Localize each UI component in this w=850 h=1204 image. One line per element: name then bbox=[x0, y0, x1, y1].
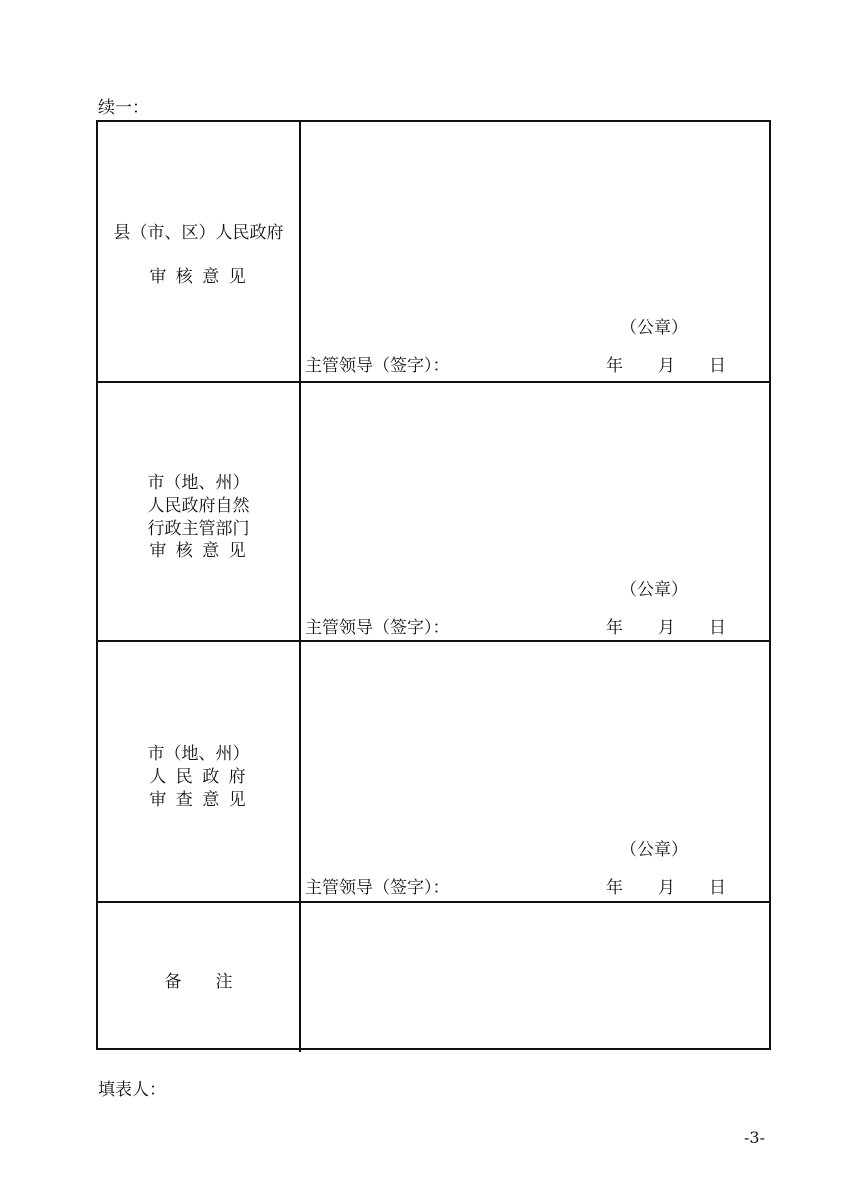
continuation-note: 续一： bbox=[98, 98, 149, 118]
date-month-label: 月 bbox=[658, 356, 675, 376]
opinion-content-area[interactable] bbox=[301, 383, 769, 640]
review-form-table bbox=[96, 120, 771, 1050]
leader-signature-label: 主管领导（签字）： bbox=[305, 618, 450, 638]
official-seal-label: （公章） bbox=[620, 840, 688, 860]
official-seal-label: （公章） bbox=[620, 318, 688, 338]
official-seal-label: （公章） bbox=[620, 580, 688, 600]
date-day-label: 日 bbox=[709, 356, 726, 376]
form-filler-label: 填表人： bbox=[98, 1080, 166, 1100]
row-remarks bbox=[98, 901, 769, 1052]
row-label-cell bbox=[98, 903, 301, 1052]
row-label-line: 人民政府自然 bbox=[147, 496, 250, 516]
page-number: -3- bbox=[744, 1128, 765, 1147]
date-month-label: 月 bbox=[658, 618, 675, 638]
row-label-line: 行政主管部门 bbox=[147, 519, 250, 539]
row-label-line: 审 核 意 见 bbox=[149, 541, 248, 561]
date-month-label: 月 bbox=[658, 878, 675, 898]
date-year-label: 年 bbox=[606, 356, 623, 376]
leader-signature-label: 主管领导（签字）： bbox=[305, 878, 450, 898]
row-county-government-review bbox=[98, 122, 769, 381]
date-year-label: 年 bbox=[606, 618, 623, 638]
opinion-content-area[interactable] bbox=[301, 642, 769, 901]
row-label-cell bbox=[98, 642, 301, 901]
row-label-line: 人 民 政 府 bbox=[149, 767, 248, 787]
date-day-label: 日 bbox=[709, 878, 726, 898]
date-year-label: 年 bbox=[606, 878, 623, 898]
row-label-line: 审 查 意 见 bbox=[149, 790, 248, 810]
row-label-line: 县（市、区）人民政府 bbox=[113, 223, 284, 243]
row-label-line: 审 核 意 见 bbox=[149, 267, 248, 287]
row-label-cell bbox=[98, 122, 301, 381]
row-city-natural-resources-review bbox=[98, 381, 769, 640]
row-label-line: 市（地、州） bbox=[147, 744, 250, 764]
row-city-government-examination bbox=[98, 640, 769, 901]
opinion-content-area[interactable] bbox=[301, 122, 769, 381]
row-label-line: 市（地、州） bbox=[147, 473, 250, 493]
remarks-label: 备 注 bbox=[164, 972, 233, 992]
leader-signature-label: 主管领导（签字）： bbox=[305, 356, 450, 376]
date-day-label: 日 bbox=[709, 618, 726, 638]
remarks-content-area[interactable] bbox=[301, 903, 769, 1052]
row-label-cell bbox=[98, 383, 301, 640]
